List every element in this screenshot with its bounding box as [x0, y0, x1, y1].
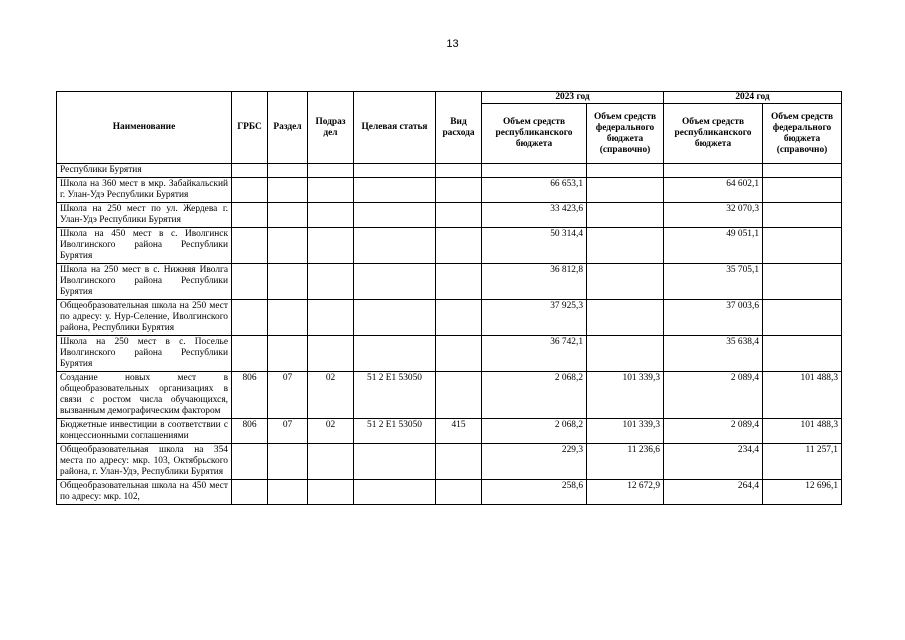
header-year-2024: 2024 год	[664, 92, 842, 104]
cell-target	[354, 264, 436, 300]
cell-razdel	[268, 203, 308, 228]
header-year-2023: 2023 год	[482, 92, 664, 104]
cell-rep-budget-2023: 229,3	[482, 444, 587, 480]
cell-fed-budget-2023	[587, 164, 664, 178]
cell-fed-budget-2023: 101 339,3	[587, 372, 664, 419]
table-row	[57, 228, 842, 264]
cell-rep-budget-2024: 32 070,3	[664, 203, 763, 228]
table-body	[57, 164, 842, 505]
table-header	[57, 92, 842, 164]
cell-rep-budget-2023: 37 925,3	[482, 300, 587, 336]
header-rep-budget-2024: Объем средств республиканского бюджета	[664, 104, 763, 164]
cell-podrazdel	[308, 203, 354, 228]
cell-name: Создание новых мест в общеобразовательных организациях в связи с ростом числа обучающихся, вызванным демографическим фактором	[57, 372, 232, 419]
cell-podrazdel	[308, 480, 354, 505]
table-row	[57, 336, 842, 372]
cell-expense-type	[436, 203, 482, 228]
cell-podrazdel	[308, 164, 354, 178]
cell-razdel: 07	[268, 372, 308, 419]
cell-expense-type: 415	[436, 419, 482, 444]
cell-grbs	[232, 203, 268, 228]
table-row	[57, 203, 842, 228]
cell-target: 51 2 E1 53050	[354, 419, 436, 444]
cell-expense-type	[436, 164, 482, 178]
cell-rep-budget-2024: 35 705,1	[664, 264, 763, 300]
header-target: Целевая статья	[354, 92, 436, 164]
cell-razdel	[268, 480, 308, 505]
cell-fed-budget-2024	[763, 164, 842, 178]
cell-fed-budget-2023	[587, 264, 664, 300]
cell-fed-budget-2023	[587, 203, 664, 228]
cell-grbs	[232, 178, 268, 203]
cell-fed-budget-2023: 101 339,3	[587, 419, 664, 444]
table-row	[57, 300, 842, 336]
cell-expense-type	[436, 336, 482, 372]
cell-rep-budget-2023: 2 068,2	[482, 372, 587, 419]
cell-rep-budget-2024: 35 638,4	[664, 336, 763, 372]
budget-table	[56, 91, 842, 505]
cell-name: Общеобразовательная школа на 450 мест по адресу: мкр. 102,	[57, 480, 232, 505]
cell-name: Школа на 250 мест по ул. Жердева г. Улан-Удэ Республики Бурятия	[57, 203, 232, 228]
cell-grbs	[232, 444, 268, 480]
cell-podrazdel	[308, 300, 354, 336]
cell-expense-type	[436, 178, 482, 203]
cell-target	[354, 300, 436, 336]
cell-rep-budget-2024	[664, 164, 763, 178]
cell-name: Школа на 450 мест в с. Иволгинск Иволгинского района Республики Бурятия	[57, 228, 232, 264]
cell-expense-type	[436, 228, 482, 264]
cell-fed-budget-2024: 12 696,1	[763, 480, 842, 505]
header-expense-type: Вид расхода	[436, 92, 482, 164]
cell-rep-budget-2024: 2 089,4	[664, 419, 763, 444]
cell-fed-budget-2023	[587, 336, 664, 372]
cell-name: Школа на 250 мест в с. Поселье Иволгинского района Республики Бурятия	[57, 336, 232, 372]
cell-razdel	[268, 444, 308, 480]
cell-rep-budget-2024: 234,4	[664, 444, 763, 480]
cell-podrazdel: 02	[308, 419, 354, 444]
cell-expense-type	[436, 300, 482, 336]
table-row	[57, 419, 842, 444]
cell-grbs: 806	[232, 419, 268, 444]
cell-grbs	[232, 264, 268, 300]
cell-name: Общеобразовательная школа на 354 места по адресу: мкр. 103, Октябрьского района, г. Улан-Удэ, Республики Бурятия	[57, 444, 232, 480]
cell-rep-budget-2023: 33 423,6	[482, 203, 587, 228]
table-row	[57, 264, 842, 300]
table-row	[57, 480, 842, 505]
cell-podrazdel	[308, 228, 354, 264]
cell-fed-budget-2023	[587, 300, 664, 336]
cell-rep-budget-2023: 36 812,8	[482, 264, 587, 300]
cell-rep-budget-2023: 66 653,1	[482, 178, 587, 203]
cell-rep-budget-2023: 36 742,1	[482, 336, 587, 372]
cell-rep-budget-2024: 49 051,1	[664, 228, 763, 264]
cell-razdel	[268, 228, 308, 264]
cell-fed-budget-2024	[763, 178, 842, 203]
cell-rep-budget-2023: 50 314,4	[482, 228, 587, 264]
cell-target	[354, 336, 436, 372]
cell-target	[354, 444, 436, 480]
cell-fed-budget-2024: 101 488,3	[763, 419, 842, 444]
cell-razdel	[268, 178, 308, 203]
cell-grbs	[232, 164, 268, 178]
cell-podrazdel: 02	[308, 372, 354, 419]
cell-name: Общеобразовательная школа на 250 мест по адресу: у. Нур-Селение, Иволгинского района, Республики Бурятия	[57, 300, 232, 336]
cell-expense-type	[436, 372, 482, 419]
cell-rep-budget-2024: 64 602,1	[664, 178, 763, 203]
cell-fed-budget-2024: 11 257,1	[763, 444, 842, 480]
cell-fed-budget-2024: 101 488,3	[763, 372, 842, 419]
cell-rep-budget-2023: 258,6	[482, 480, 587, 505]
cell-grbs	[232, 336, 268, 372]
cell-fed-budget-2023	[587, 178, 664, 203]
cell-fed-budget-2024	[763, 228, 842, 264]
cell-expense-type	[436, 444, 482, 480]
header-razdel: Раздел	[268, 92, 308, 164]
cell-grbs: 806	[232, 372, 268, 419]
header-grbs: ГРБС	[232, 92, 268, 164]
cell-target	[354, 480, 436, 505]
cell-fed-budget-2023	[587, 228, 664, 264]
cell-target	[354, 203, 436, 228]
cell-fed-budget-2023: 12 672,9	[587, 480, 664, 505]
header-podrazdel: Подраз дел	[308, 92, 354, 164]
cell-rep-budget-2024: 37 003,6	[664, 300, 763, 336]
cell-target	[354, 228, 436, 264]
cell-rep-budget-2024: 2 089,4	[664, 372, 763, 419]
header-name: Наименование	[57, 92, 232, 164]
cell-rep-budget-2024: 264,4	[664, 480, 763, 505]
page-number: 13	[446, 38, 459, 50]
cell-target	[354, 178, 436, 203]
cell-razdel	[268, 300, 308, 336]
cell-podrazdel	[308, 444, 354, 480]
cell-podrazdel	[308, 178, 354, 203]
header-fed-budget-2023: Объем средств федерального бюджета (справочно)	[587, 104, 664, 164]
table-row	[57, 444, 842, 480]
cell-name: Республики Бурятия	[57, 164, 232, 178]
cell-target: 51 2 E1 53050	[354, 372, 436, 419]
table-row	[57, 372, 842, 419]
cell-grbs	[232, 228, 268, 264]
cell-expense-type	[436, 480, 482, 505]
table-row	[57, 164, 842, 178]
table-row	[57, 178, 842, 203]
cell-rep-budget-2023: 2 068,2	[482, 419, 587, 444]
cell-fed-budget-2024	[763, 336, 842, 372]
cell-razdel	[268, 264, 308, 300]
cell-name: Школа на 250 мест в с. Нижняя Иволга Иволгинского района Республики Бурятия	[57, 264, 232, 300]
cell-rep-budget-2023	[482, 164, 587, 178]
header-rep-budget-2023: Объем средств республиканского бюджета	[482, 104, 587, 164]
header-fed-budget-2024: Объем средств федерального бюджета (справочно)	[763, 104, 842, 164]
cell-razdel	[268, 336, 308, 372]
cell-expense-type	[436, 264, 482, 300]
cell-target	[354, 164, 436, 178]
cell-podrazdel	[308, 336, 354, 372]
cell-name: Бюджетные инвестиции в соответствии с концессионными соглашениями	[57, 419, 232, 444]
cell-razdel: 07	[268, 419, 308, 444]
cell-grbs	[232, 480, 268, 505]
cell-grbs	[232, 300, 268, 336]
cell-podrazdel	[308, 264, 354, 300]
cell-fed-budget-2023: 11 236,6	[587, 444, 664, 480]
cell-fed-budget-2024	[763, 203, 842, 228]
cell-fed-budget-2024	[763, 300, 842, 336]
cell-fed-budget-2024	[763, 264, 842, 300]
cell-name: Школа на 360 мест в мкр. Забайкальский г. Улан-Удэ Республики Бурятия	[57, 178, 232, 203]
cell-razdel	[268, 164, 308, 178]
